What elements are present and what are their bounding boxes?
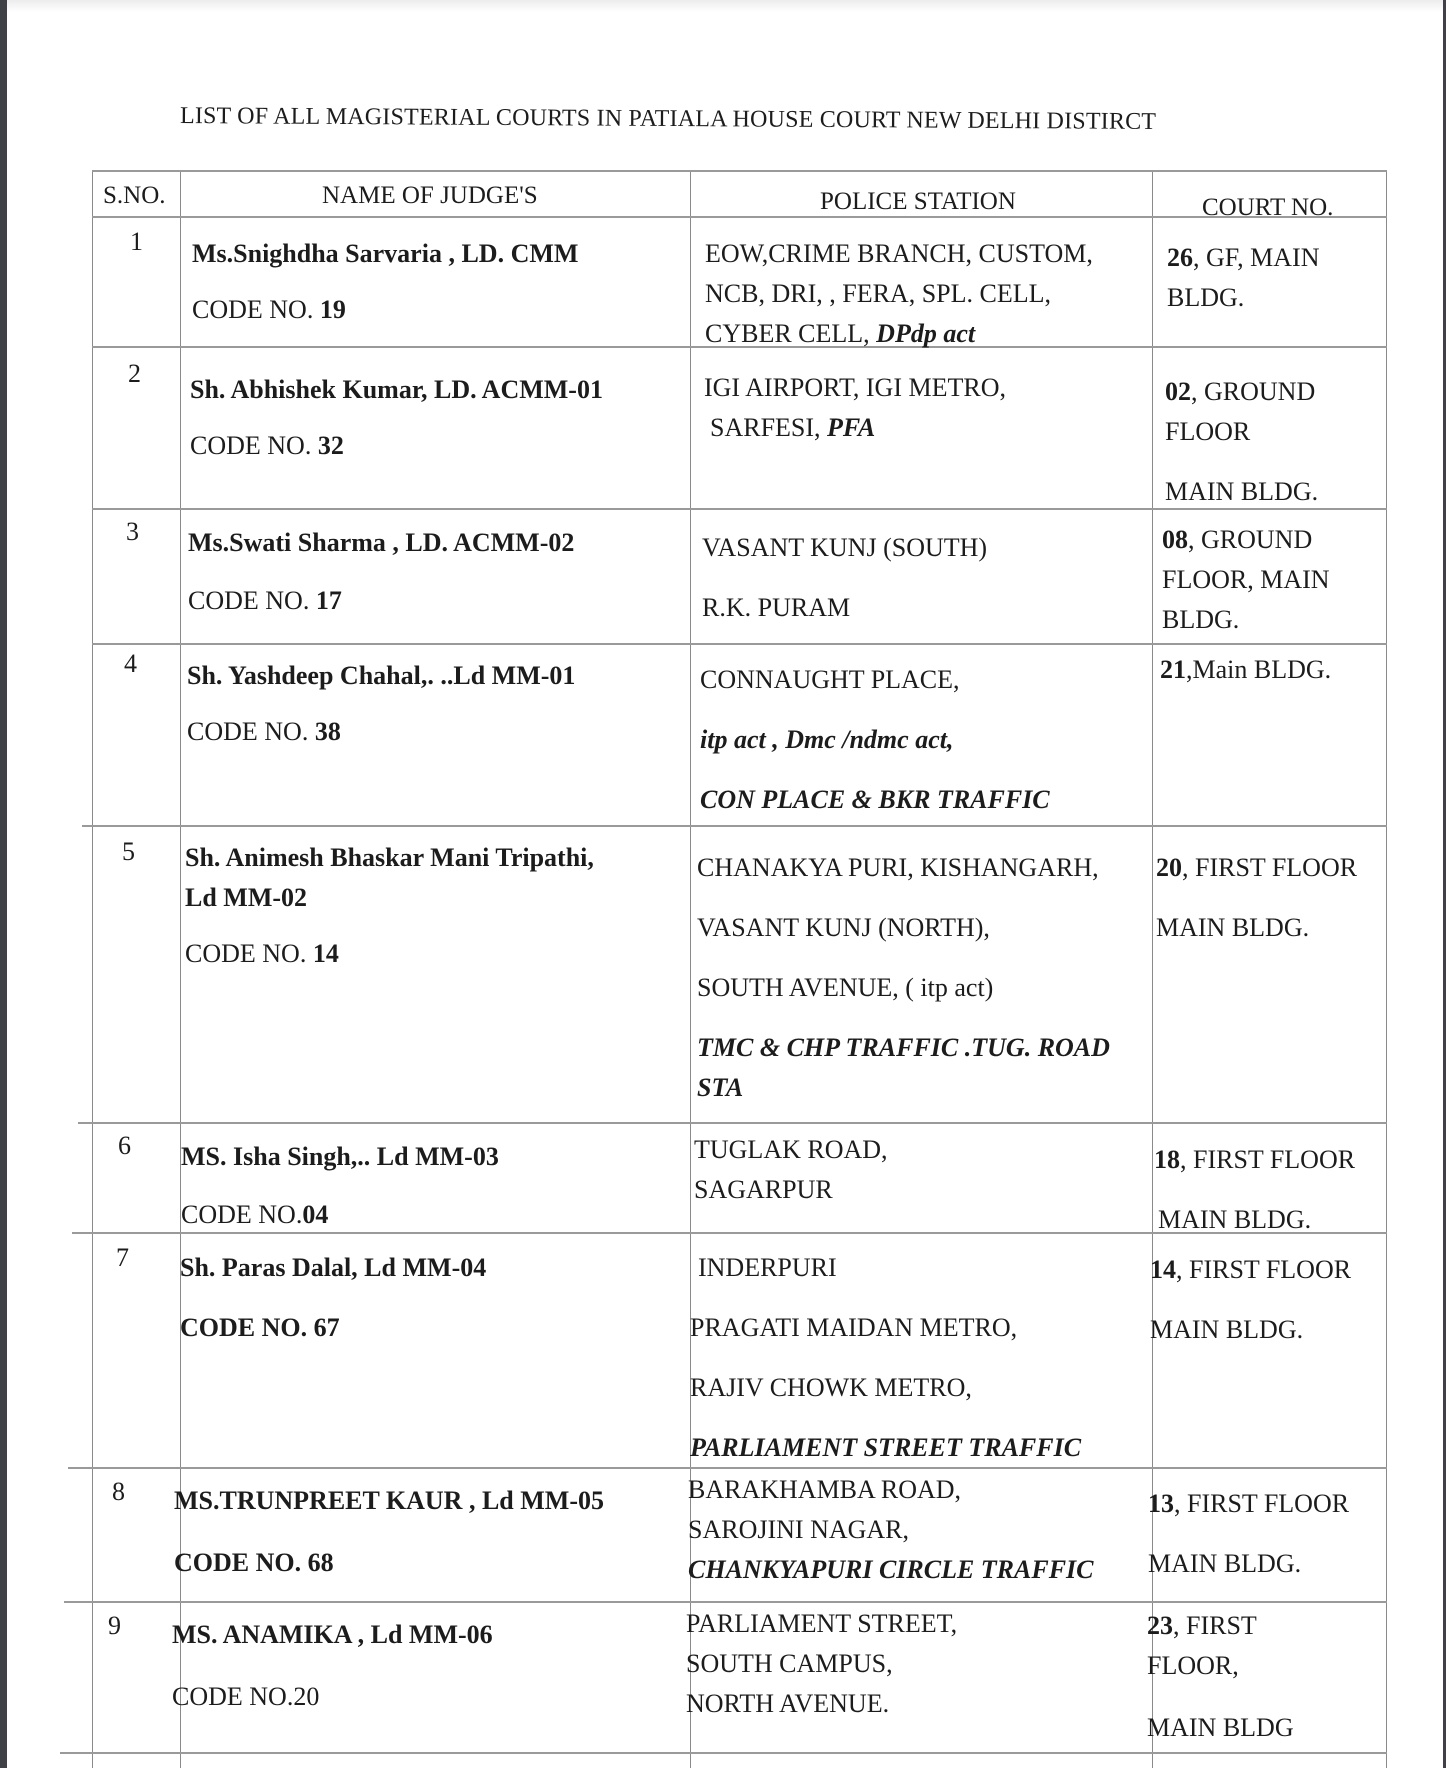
judge-name: Sh. Abhishek Kumar, LD. ACMM-01	[190, 375, 603, 404]
police-station-line: INDERPURI	[698, 1253, 837, 1282]
code-label: CODE NO.	[190, 431, 312, 460]
traffic-jurisdiction: CON PLACE & BKR TRAFFIC	[700, 785, 1050, 814]
code-label: CODE NO.	[188, 586, 310, 615]
court-location: , GROUND	[1191, 377, 1316, 406]
police-station-line: PRAGATI MAIDAN METRO,	[690, 1313, 1018, 1342]
row-divider-8	[64, 1601, 1387, 1603]
row-9-sno: 9	[108, 1611, 121, 1640]
row-1-court	[1167, 238, 1319, 318]
row-2-judge	[190, 362, 603, 474]
code-number: 67	[313, 1313, 340, 1342]
court-number: 21	[1160, 655, 1186, 684]
police-station-line: SARFESI,	[710, 413, 821, 442]
court-location: , FIRST FLOOR	[1174, 1489, 1350, 1518]
code-number: 20	[293, 1682, 320, 1711]
row-4-court	[1160, 650, 1331, 690]
row-4-police	[700, 650, 1050, 830]
police-station-line: BARAKHAMBA ROAD,	[688, 1475, 962, 1504]
court-location: ,Main BLDG.	[1186, 655, 1332, 684]
police-act-note: itp act , Dmc /ndmc act,	[700, 725, 954, 754]
court-number: 08	[1162, 525, 1188, 554]
court-number: 20	[1156, 853, 1182, 882]
row-5-court	[1156, 838, 1357, 958]
row-9-police	[686, 1604, 957, 1724]
code-label: CODE NO.	[187, 717, 309, 746]
court-location: , FIRST FLOOR	[1176, 1255, 1352, 1284]
police-station-line: R.K. PURAM	[702, 593, 851, 622]
police-station-line: NORTH AVENUE.	[686, 1689, 890, 1718]
code-number: 19	[319, 295, 346, 324]
court-number: 23	[1147, 1611, 1173, 1640]
row-3-judge	[188, 514, 574, 630]
row-6-police	[694, 1130, 888, 1210]
row-6-judge	[181, 1128, 499, 1244]
court-location: FLOOR,	[1147, 1651, 1239, 1680]
code-number: 32	[317, 431, 344, 460]
court-location: MAIN BLDG.	[1148, 1549, 1302, 1578]
code-label: CODE NO.	[172, 1682, 294, 1711]
row-5-judge	[185, 838, 594, 974]
code-label: CODE NO.	[185, 939, 307, 968]
code-label: CODE NO.	[181, 1200, 303, 1229]
traffic-jurisdiction: CHANKYAPURI CIRCLE TRAFFIC	[688, 1555, 1094, 1584]
court-location: MAIN BLDG.	[1156, 913, 1310, 942]
police-act-note: DPdp act	[876, 319, 976, 348]
row-3-sno: 3	[126, 517, 139, 546]
police-station-line: NCB, DRI, , FERA, SPL. CELL,	[705, 279, 1051, 308]
court-location: , GF, MAIN	[1193, 243, 1320, 272]
court-location: MAIN BLDG.	[1150, 1315, 1304, 1344]
police-station-line: RAJIV CHOWK METRO,	[690, 1373, 972, 1402]
row-8-sno: 8	[112, 1477, 125, 1506]
court-location: MAIN BLDG.	[1158, 1205, 1312, 1234]
code-number: 68	[307, 1548, 334, 1577]
police-station-line: SAGARPUR	[694, 1175, 833, 1204]
row-1-police	[705, 234, 1093, 354]
judge-name: MS. ANAMIKA , Ld MM-06	[172, 1620, 493, 1649]
judge-name: Sh. Yashdeep Chahal,. ..Ld MM-01	[187, 661, 576, 690]
court-location: MAIN BLDG.	[1165, 477, 1319, 506]
table-border-top	[92, 170, 1387, 172]
police-station-line: CHANAKYA PURI, KISHANGARH,	[697, 853, 1099, 882]
row-9-court	[1147, 1606, 1294, 1748]
row-divider-9	[60, 1752, 1387, 1754]
police-station-line: CYBER CELL,	[705, 319, 870, 348]
row-2-court	[1165, 372, 1318, 512]
police-station-line: SOUTH CAMPUS,	[686, 1649, 893, 1678]
row-1-judge	[192, 226, 578, 338]
judge-name: MS. Isha Singh,.. Ld MM-03	[181, 1142, 499, 1171]
court-location: BLDG.	[1162, 605, 1240, 634]
judge-name: Sh. Animesh Bhaskar Mani Tripathi,	[185, 843, 594, 872]
police-station-line: PARLIAMENT STREET,	[686, 1609, 958, 1638]
row-1-sno: 1	[130, 227, 143, 256]
header-court-no: COURT NO.	[1202, 194, 1334, 221]
traffic-jurisdiction: STA	[697, 1073, 744, 1102]
judge-name: Ms.Snighdha Sarvaria , LD. CMM	[192, 239, 579, 268]
table-border-right	[1386, 170, 1387, 1768]
row-divider-3	[92, 643, 1387, 645]
code-label: CODE NO.	[174, 1548, 302, 1577]
code-number: 38	[314, 717, 341, 746]
row-3-police	[702, 518, 987, 638]
court-location: , FIRST FLOOR	[1180, 1145, 1356, 1174]
police-station-line: TUGLAK ROAD,	[694, 1135, 888, 1164]
row-7-police	[690, 1238, 1081, 1478]
row-8-judge	[174, 1470, 604, 1594]
police-station-line: SAROJINI NAGAR,	[688, 1515, 910, 1544]
header-police-station: POLICE STATION	[820, 188, 1016, 215]
row-7-court	[1150, 1240, 1351, 1360]
header-sno: S.NO.	[103, 182, 166, 209]
row-6-sno: 6	[118, 1131, 131, 1160]
traffic-jurisdiction: TMC & CHP TRAFFIC .TUG. ROAD	[697, 1033, 1110, 1062]
court-location: FLOOR, MAIN	[1162, 565, 1330, 594]
row-2-police	[704, 368, 1006, 448]
police-station-line: SOUTH AVENUE, ( itp act)	[697, 973, 994, 1002]
code-label: CODE NO.	[180, 1313, 308, 1342]
court-number: 18	[1154, 1145, 1180, 1174]
judge-designation: Ld MM-02	[185, 883, 308, 912]
judge-name: Sh. Paras Dalal, Ld MM-04	[180, 1253, 487, 1282]
police-station-line: CONNAUGHT PLACE,	[700, 665, 960, 694]
row-2-sno: 2	[128, 359, 141, 388]
header-judge: NAME OF JUDGE'S	[322, 182, 538, 209]
court-location: MAIN BLDG	[1147, 1713, 1294, 1742]
court-number: 26	[1167, 243, 1193, 272]
row-divider-5	[78, 1122, 1387, 1124]
court-number: 02	[1165, 377, 1191, 406]
judge-name: Ms.Swati Sharma , LD. ACMM-02	[188, 528, 575, 557]
code-number: 04	[302, 1200, 329, 1229]
traffic-jurisdiction: PARLIAMENT STREET TRAFFIC	[690, 1433, 1082, 1462]
court-location: , FIRST FLOOR	[1182, 853, 1358, 882]
court-location: BLDG.	[1167, 283, 1245, 312]
court-number: 13	[1148, 1489, 1174, 1518]
row-4-judge	[187, 648, 575, 760]
court-location: FLOOR	[1165, 417, 1251, 446]
row-9-judge	[172, 1604, 493, 1728]
police-station-line: VASANT KUNJ (SOUTH)	[702, 533, 988, 562]
row-7-sno: 7	[116, 1243, 129, 1272]
code-number: 14	[312, 939, 339, 968]
row-6-court	[1154, 1130, 1355, 1250]
row-3-court	[1162, 520, 1330, 640]
police-station-line: EOW,CRIME BRANCH, CUSTOM,	[705, 239, 1093, 268]
court-number: 14	[1150, 1255, 1176, 1284]
code-label: CODE NO.	[192, 295, 314, 324]
row-5-police	[697, 838, 1110, 1108]
row-5-sno: 5	[122, 837, 135, 866]
court-location: , GROUND	[1188, 525, 1313, 554]
row-8-police	[688, 1470, 1094, 1590]
judge-name: MS.TRUNPREET KAUR , Ld MM-05	[174, 1486, 604, 1515]
row-4-sno: 4	[124, 649, 137, 678]
table-border-left	[92, 170, 93, 1768]
document-title: LIST OF ALL MAGISTERIAL COURTS IN PATIALA HOUSE COURT NEW DELHI DISTIRCT	[179, 103, 1157, 135]
code-number: 17	[315, 586, 342, 615]
header-divider	[92, 216, 1387, 218]
court-location: , FIRST	[1173, 1611, 1257, 1640]
row-7-judge	[180, 1238, 486, 1358]
row-8-court	[1148, 1474, 1349, 1594]
police-act-note: PFA	[827, 413, 876, 442]
police-station-line: VASANT KUNJ (NORTH),	[697, 913, 990, 942]
police-station-line: IGI AIRPORT, IGI METRO,	[704, 373, 1006, 402]
